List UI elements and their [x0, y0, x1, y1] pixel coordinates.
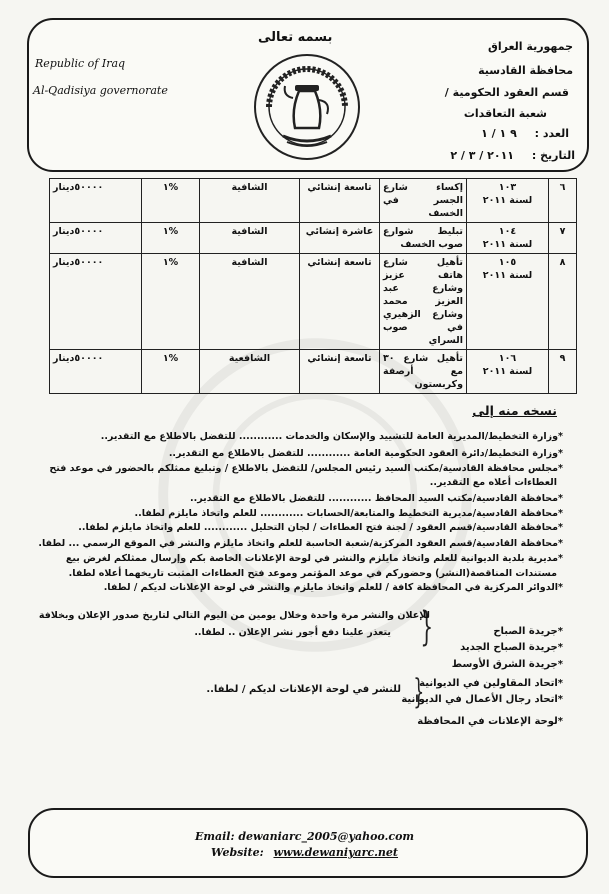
insurance-percent: ١%: [142, 223, 200, 254]
contractor-class: تاسعة إنشائي: [300, 350, 380, 394]
tender-year: لسنة ٢٠١١: [482, 239, 533, 250]
english-governorate: Al-Qadisiya governorate: [33, 84, 168, 97]
contractor-class: تاسعة إنشائي: [300, 179, 380, 223]
tender-description: تبليط شوارع صوب الخسف: [380, 223, 467, 254]
table-row: [50, 254, 577, 350]
table-row: [50, 350, 577, 394]
row-number: ٩: [549, 350, 577, 394]
arabic-governorate: محافظة القادسية: [478, 64, 573, 77]
insurance-percent: ١%: [142, 350, 200, 394]
tender-number: [467, 254, 549, 350]
tender-method: الشافية: [200, 254, 300, 350]
tender-year: لسنة ٢٠١١: [482, 366, 533, 377]
distribution-line: *محافظة القادسية/مديرية التخطيط والمتابعة/الحسابات ............ للعلم واتخاذ مايلزم لطفا..: [134, 508, 563, 519]
tender-id: ١٠٦: [498, 353, 517, 364]
tender-id: ١٠٥: [498, 257, 517, 268]
tenders-table: [49, 178, 577, 394]
row-number: ٨: [549, 254, 577, 350]
row-number: ٧: [549, 223, 577, 254]
document-price: ٥٠٠٠٠دينار: [50, 350, 142, 394]
brace-icon: }: [413, 672, 425, 712]
distribution-line: *مديرية بلدية الديوانية للعلم واتخاذ مايلزم والنشر في لوحة الإعلانات الخاصة بكم وإرسال ممثلكم لغرض بيع: [65, 553, 563, 564]
union-item: *اتحاد المقاولين في الديوانية: [419, 678, 563, 689]
copies-to-title: نسخه منه إلى: [472, 403, 557, 418]
tender-method: الشافعية: [200, 350, 300, 394]
brace-icon: }: [420, 604, 434, 650]
contractor-class: عاشرة إنشائي: [300, 223, 380, 254]
table-row: [50, 179, 577, 223]
tender-number: [467, 223, 549, 254]
website-link[interactable]: www.dewaniyarc.net: [273, 846, 399, 859]
insurance-percent: ١%: [142, 254, 200, 350]
tender-year: لسنة ٢٠١١: [482, 270, 533, 281]
contractor-class: تاسعة إنشائي: [300, 254, 380, 350]
reference-value: ٩ ١ / ١: [481, 127, 517, 140]
union-item: *اتحاد رجال الأعمال في الديوانية: [401, 694, 563, 705]
newspaper-note: للإعلان والنشر مرة واحدة وخلال يومين من اليوم التالي لتاريخ صدور الإعلان وبخلافة: [38, 610, 430, 621]
distribution-line: *محافظة القادسية/قسم العقود المركزية/شعبة الحاسبة للعلم واتخاذ مايلزم والنشر في الموقع الرسمي ... لطفا.: [38, 538, 563, 549]
arabic-country: جمهورية العراق: [488, 40, 573, 53]
bismillah: بسمه تعالى: [258, 30, 333, 45]
distribution-line: العطاءات أعلاه مع التقدير..: [429, 477, 557, 488]
distribution-line: *وزارة التخطيط/دائرة العقود الحكومية العامة ............ للتفضل بالاطلاع مع التقدير..: [168, 448, 563, 459]
footer-email: [0, 830, 609, 843]
tender-number: [467, 350, 549, 394]
footer-website: [0, 846, 609, 859]
tender-description: إكساء شارع الجسر في الخسف: [380, 179, 467, 223]
reference-label: العدد :: [534, 127, 569, 140]
date-label: التاريخ :: [531, 149, 575, 162]
row-number: ٦: [549, 179, 577, 223]
distribution-line: *محافظة القادسية/قسم العقود / لجنة فتح العطاءات / لجان التحليل ............ للعلم واتخاذ مايلزم لطفا..: [78, 522, 563, 533]
website-label: Website:: [210, 846, 264, 859]
email-address[interactable]: dewaniarc_2005@yahoo.com: [238, 830, 415, 843]
union-note: للنشر في لوحة الإعلانات لديكم / لطفا..: [206, 684, 401, 695]
tender-year: لسنة ٢٠١١: [482, 195, 533, 206]
newspaper-item: *جريدة الصباح الجديد: [460, 642, 563, 653]
insurance-percent: ١%: [142, 179, 200, 223]
document-price: ٥٠٠٠٠دينار: [50, 223, 142, 254]
table-row: [50, 223, 577, 254]
footer-frame: [28, 808, 588, 878]
document-price: ٥٠٠٠٠دينار: [50, 254, 142, 350]
document-price: ٥٠٠٠٠دينار: [50, 179, 142, 223]
email-label: Email:: [194, 830, 235, 843]
arabic-section: شعبة التعاقدات: [463, 107, 547, 120]
tender-id: ١٠٤: [498, 226, 517, 237]
tender-description: تأهيل شارع هاتف عزيز وشارع عبد العزيز محمد وشارع الزهيري في صوب السراي: [380, 254, 467, 350]
tender-description: تأهيل شارع ٣٠ مع أرصفة وكربستون: [380, 350, 467, 394]
document-date: [450, 149, 575, 162]
date-value: ٢٠١١ / ٣ / ٢: [450, 149, 515, 162]
newspaper-item: *جريدة الصباح: [493, 626, 563, 637]
english-country: Republic of Iraq: [35, 57, 126, 70]
tender-method: الشافية: [200, 223, 300, 254]
tender-id: ١٠٣: [498, 182, 517, 193]
reference-number: [481, 127, 569, 140]
arabic-department: قسم العقود الحكومية /: [444, 86, 569, 99]
distribution-line: *محافظة القادسية/مكتب السيد المحافظ ............ للتفضل بالاطلاع مع التقدير..: [190, 493, 563, 504]
distribution-line: *مجلس محافظة القادسية/مكتب السيد رئيس المجلس/ للتفضل بالاطلاع / وتبليغ ممثلكم بالحضور في موعد فتح: [49, 463, 563, 474]
distribution-line: *وزارة التخطيط/المديرية العامة للتشييد والإسكان والخدمات ............ للتفضل بالاطلاع مع التقدير..: [100, 431, 563, 442]
newspaper-item: *جريدة الشرق الأوسط: [451, 659, 563, 670]
newspaper-note: يتعذر علينا دفع أجور نشر الإعلان .. لطفا..: [194, 627, 391, 638]
distribution-line: مستندات المناقصة(النشر) وحضوركم في موعد المؤتمر وموعد فتح العطاءات المثبت تاريخهما أعلاه لطفا.: [68, 568, 557, 579]
distribution-line: *الدوائر المركزية في المحافظة كافة / للعلم واتخاذ مايلزم والنشر في لوحة الإعلانات لديكم / لطفا.: [103, 582, 563, 593]
tender-number: [467, 179, 549, 223]
announcement-board: *لوحة الإعلانات في المحافظة: [417, 716, 563, 727]
governorate-emblem-icon: [247, 50, 367, 165]
tender-method: الشافية: [200, 179, 300, 223]
